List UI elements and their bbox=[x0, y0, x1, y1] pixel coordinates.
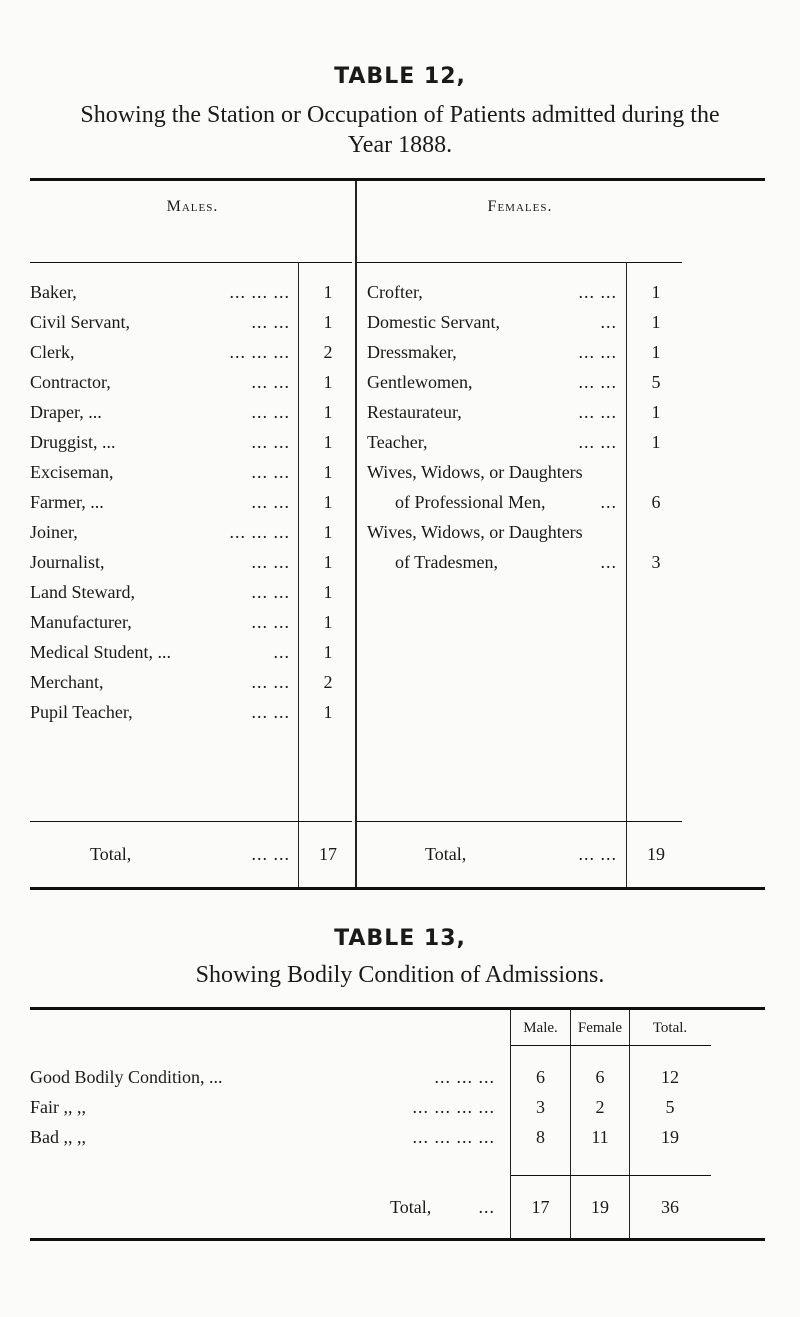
male-dots: ... ... bbox=[251, 552, 290, 572]
t13-total: 12 bbox=[661, 1067, 679, 1087]
t13-label: Bad ,, ,, bbox=[30, 1127, 86, 1147]
male-value: 1 bbox=[323, 702, 333, 722]
female-label: Teacher, bbox=[367, 432, 428, 452]
male-dots: ... ... ... bbox=[229, 342, 290, 362]
female-row bbox=[367, 457, 687, 487]
male-label: Farmer, ... bbox=[30, 492, 104, 512]
t13-total-male: 17 bbox=[531, 1197, 550, 1217]
t13-row bbox=[30, 1122, 730, 1152]
males-list bbox=[30, 277, 355, 727]
male-label: Land Steward, bbox=[30, 582, 135, 602]
female-value: 1 bbox=[651, 282, 661, 302]
male-row bbox=[30, 307, 355, 337]
female-value: 6 bbox=[651, 492, 661, 512]
female-dots: ... bbox=[600, 492, 617, 512]
female-row bbox=[367, 367, 687, 397]
male-row bbox=[30, 547, 355, 577]
t13-header-rule bbox=[511, 1045, 711, 1046]
male-row bbox=[30, 337, 355, 367]
male-dots: ... ... bbox=[251, 462, 290, 482]
t13-label: Fair ,, ,, bbox=[30, 1097, 86, 1117]
table13-title: TABLE 13, bbox=[334, 926, 466, 951]
female-value: 1 bbox=[651, 402, 661, 422]
female-label: Gentlewomen, bbox=[367, 372, 473, 392]
male-dots: ... ... bbox=[251, 432, 290, 452]
male-label: Baker, bbox=[30, 282, 77, 302]
t13-row bbox=[30, 1062, 730, 1092]
t13-total-total: 36 bbox=[661, 1197, 679, 1217]
male-row bbox=[30, 637, 355, 667]
males-total-dots: ... ... bbox=[251, 844, 290, 864]
male-value: 1 bbox=[323, 612, 333, 632]
males-total-row bbox=[30, 839, 355, 869]
col-female-header: Female bbox=[577, 1020, 623, 1036]
females-total-dots: ... ... bbox=[578, 844, 617, 864]
females-header: Females. bbox=[487, 198, 553, 215]
male-label: Civil Servant, bbox=[30, 312, 130, 332]
col-male-header: Male. bbox=[523, 1020, 558, 1036]
male-label: Contractor, bbox=[30, 372, 111, 392]
male-value: 1 bbox=[323, 372, 333, 392]
table13-subtitle: Showing Bodily Condition of Admissions. bbox=[195, 962, 605, 988]
male-row bbox=[30, 277, 355, 307]
t13-rows bbox=[30, 1062, 730, 1152]
male-label: Clerk, bbox=[30, 342, 75, 362]
male-dots: ... bbox=[273, 642, 290, 662]
male-row bbox=[30, 487, 355, 517]
t13-row bbox=[30, 1092, 730, 1122]
female-label: of Professional Men, bbox=[395, 492, 546, 512]
female-value: 3 bbox=[651, 552, 661, 572]
male-dots: ... ... bbox=[251, 582, 290, 602]
female-label: Restaurateur, bbox=[367, 402, 462, 422]
males-total-value: 17 bbox=[319, 844, 337, 864]
female-label: Dressmaker, bbox=[367, 342, 457, 362]
females-total-value: 19 bbox=[647, 844, 665, 864]
t13-dots: ... ... ... ... bbox=[412, 1127, 495, 1147]
female-dots: ... ... bbox=[578, 432, 617, 452]
males-header: Males. bbox=[166, 198, 219, 215]
male-label: Manufacturer, bbox=[30, 612, 132, 632]
male-value: 2 bbox=[323, 342, 333, 362]
female-value: 1 bbox=[651, 432, 661, 452]
male-value: 1 bbox=[323, 402, 333, 422]
female-row bbox=[367, 427, 687, 457]
male-label: Exciseman, bbox=[30, 462, 114, 482]
females-total-row bbox=[367, 839, 687, 869]
t13-total: 19 bbox=[661, 1127, 679, 1147]
male-value: 1 bbox=[323, 522, 333, 542]
male-row bbox=[30, 457, 355, 487]
t13-male: 3 bbox=[536, 1097, 545, 1117]
female-label: Domestic Servant, bbox=[367, 312, 500, 332]
t13-male: 6 bbox=[536, 1067, 545, 1087]
male-dots: ... ... bbox=[251, 492, 290, 512]
female-label: Crofter, bbox=[367, 282, 423, 302]
male-value: 1 bbox=[323, 312, 333, 332]
male-value: 2 bbox=[323, 672, 333, 692]
male-row bbox=[30, 607, 355, 637]
female-dots: ... ... bbox=[578, 402, 617, 422]
table12-subtitle bbox=[0, 100, 800, 160]
male-dots: ... ... bbox=[251, 372, 290, 392]
t13-female: 2 bbox=[595, 1097, 605, 1117]
male-dots: ... ... bbox=[251, 672, 290, 692]
male-dots: ... ... bbox=[251, 312, 290, 332]
male-label: Joiner, bbox=[30, 522, 78, 542]
female-row bbox=[367, 547, 687, 577]
male-label: Pupil Teacher, bbox=[30, 702, 133, 722]
table12-top-rule bbox=[30, 178, 765, 181]
t13-label: Good Bodily Condition, ... bbox=[30, 1067, 223, 1087]
male-value: 1 bbox=[323, 642, 333, 662]
male-row bbox=[30, 577, 355, 607]
t13-total-rule bbox=[511, 1175, 711, 1176]
female-value: 1 bbox=[651, 342, 661, 362]
t13-female: 6 bbox=[595, 1067, 605, 1087]
female-dots: ... ... bbox=[578, 342, 617, 362]
male-label: Medical Student, ... bbox=[30, 642, 171, 662]
male-dots: ... ... bbox=[251, 702, 290, 722]
female-label: Wives, Widows, or Daughters bbox=[367, 522, 583, 542]
female-value: 5 bbox=[651, 372, 661, 392]
t13-total: 5 bbox=[665, 1097, 675, 1117]
male-row bbox=[30, 667, 355, 697]
females-total-rule bbox=[357, 821, 682, 822]
male-row bbox=[30, 697, 355, 727]
females-total-label: Total, bbox=[425, 844, 467, 864]
male-value: 1 bbox=[323, 492, 333, 512]
table12-subtitle-line1: Showing the Station or Occupation of Patients admitted during the bbox=[80, 102, 720, 128]
male-dots: ... ... bbox=[251, 402, 290, 422]
t13-male: 8 bbox=[536, 1127, 545, 1147]
male-value: 1 bbox=[323, 432, 333, 452]
female-value: 1 bbox=[651, 312, 661, 332]
t13-total-label: Total, bbox=[390, 1197, 432, 1217]
t13-dots: ... ... ... ... bbox=[412, 1097, 495, 1117]
male-value: 1 bbox=[323, 282, 333, 302]
female-dots: ... ... bbox=[578, 372, 617, 392]
male-row bbox=[30, 367, 355, 397]
female-dots: ... bbox=[600, 312, 617, 332]
t13-total-female: 19 bbox=[591, 1197, 609, 1217]
table13-top-rule bbox=[30, 1007, 765, 1010]
male-dots: ... ... ... bbox=[229, 522, 290, 542]
males-total-label: Total, bbox=[90, 844, 132, 864]
male-row bbox=[30, 427, 355, 457]
female-row bbox=[367, 277, 687, 307]
female-row bbox=[367, 307, 687, 337]
col-total-header: Total. bbox=[652, 1020, 688, 1036]
male-value: 1 bbox=[323, 462, 333, 482]
male-dots: ... ... ... bbox=[229, 282, 290, 302]
female-dots: ... ... bbox=[578, 282, 617, 302]
table13-bottom-rule bbox=[30, 1238, 765, 1241]
female-row bbox=[367, 337, 687, 367]
male-dots: ... ... bbox=[251, 612, 290, 632]
female-row bbox=[367, 397, 687, 427]
t13-female: 11 bbox=[591, 1127, 609, 1147]
female-label: of Tradesmen, bbox=[395, 552, 498, 572]
male-value: 1 bbox=[323, 552, 333, 572]
male-row bbox=[30, 397, 355, 427]
females-list bbox=[367, 277, 687, 577]
males-total-rule bbox=[30, 821, 352, 822]
males-header-rule bbox=[30, 262, 352, 263]
table12-subtitle-line2: Year 1888. bbox=[347, 132, 453, 158]
female-row bbox=[367, 517, 687, 547]
females-header-rule bbox=[357, 262, 682, 263]
table12-title: TABLE 12, bbox=[334, 64, 466, 89]
male-label: Merchant, bbox=[30, 672, 104, 692]
t13-total-row bbox=[30, 1192, 730, 1222]
male-row bbox=[30, 517, 355, 547]
male-value: 1 bbox=[323, 582, 333, 602]
table12-bottom-rule bbox=[30, 887, 765, 890]
male-label: Journalist, bbox=[30, 552, 105, 572]
female-row bbox=[367, 487, 687, 517]
t13-dots: ... ... ... bbox=[434, 1067, 495, 1087]
male-label: Druggist, ... bbox=[30, 432, 116, 452]
t13-total-dots: ... bbox=[478, 1197, 495, 1217]
female-label: Wives, Widows, or Daughters bbox=[367, 462, 583, 482]
female-dots: ... bbox=[600, 552, 617, 572]
male-label: Draper, ... bbox=[30, 402, 102, 422]
